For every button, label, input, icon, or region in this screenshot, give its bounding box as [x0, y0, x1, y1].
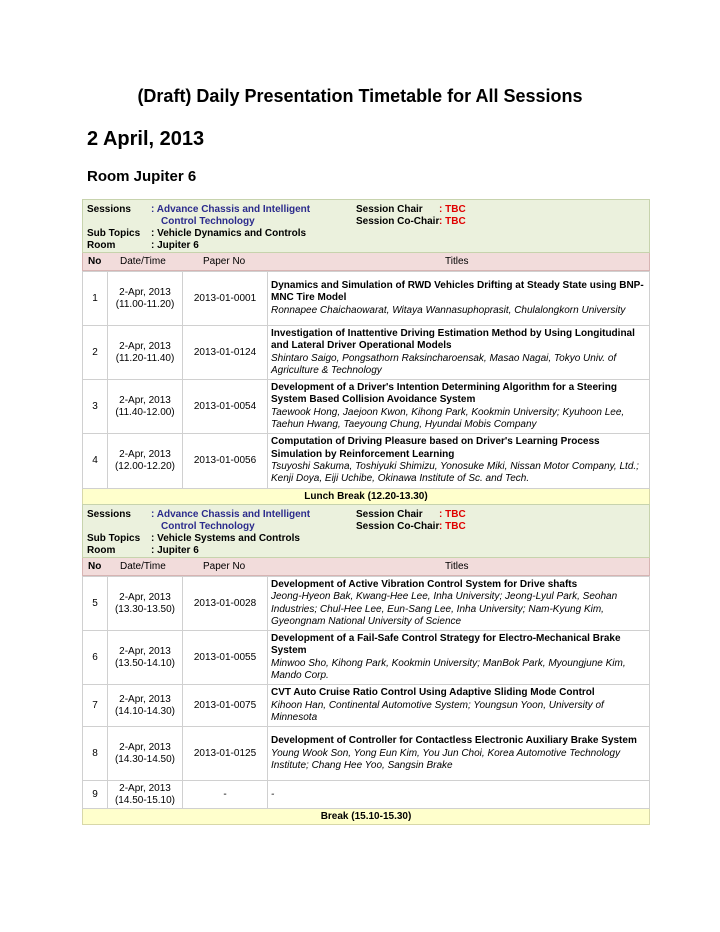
paper-authors: Minwoo Sho, Kihong Park, Kookmin University; ManBok Park, Myoungjune Kim, Mando Corp. — [271, 657, 626, 682]
sessions-label: Sessions — [87, 509, 131, 520]
row-title-cell — [268, 272, 650, 326]
col-no: No — [88, 256, 102, 267]
row-paper: 2013-01-0028 — [183, 577, 268, 631]
row-title-cell — [268, 781, 650, 809]
session-block — [82, 504, 650, 825]
room-value: : Jupiter 6 — [151, 545, 199, 556]
col-date: Date/Time — [120, 256, 166, 267]
row-date: 2-Apr, 2013 — [119, 448, 171, 460]
subtopics-label: Sub Topics — [87, 533, 141, 544]
room-label: Room — [87, 545, 116, 556]
table-header — [82, 253, 650, 271]
row-paper: 2013-01-0125 — [183, 727, 268, 781]
row-datetime — [108, 434, 183, 488]
row-datetime — [108, 326, 183, 380]
chair-label: Session Chair — [356, 509, 423, 520]
row-date: 2-Apr, 2013 — [119, 591, 171, 603]
col-no: No — [88, 561, 102, 572]
sessions-value-cont: Control Technology — [161, 521, 255, 532]
col-date: Date/Time — [120, 561, 166, 572]
row-datetime — [108, 685, 183, 727]
row-no: 6 — [83, 631, 108, 685]
col-titles: Titles — [445, 561, 469, 572]
paper-title: Development of Controller for Contactless Electronic Auxiliary Brake System — [271, 735, 637, 747]
row-date: 2-Apr, 2013 — [119, 645, 171, 657]
table-row — [83, 380, 650, 434]
break-band: Break (15.10-15.30) — [82, 809, 650, 825]
row-datetime — [108, 727, 183, 781]
row-time: (13.30-13.50) — [114, 603, 176, 615]
table-row — [83, 631, 650, 685]
page-title: (Draft) Daily Presentation Timetable for All Sessions — [137, 86, 583, 106]
row-title-cell — [268, 380, 650, 434]
row-paper: 2013-01-0056 — [183, 434, 268, 488]
paper-authors: Young Wook Son, Yong Eun Kim, You Jun Choi, Korea Automotive Technology Institute; Chang Hee Yoo, Sangsin Brake — [271, 747, 621, 772]
row-time: (14.30-14.50) — [114, 753, 176, 765]
table-header — [82, 558, 650, 576]
subtopics-value: : Vehicle Systems and Controls — [151, 533, 300, 544]
row-paper: 2013-01-0075 — [183, 685, 268, 727]
table-row — [83, 577, 650, 631]
chair-value: : TBC — [439, 509, 466, 520]
table-row — [83, 434, 650, 488]
row-title-cell — [268, 326, 650, 380]
paper-authors: Tsuyoshi Sakuma, Toshiyuki Shimizu, Yonosuke Miki, Nissan Motor Company, Ltd.; Kenji Doya, Eiji Uchibe, Okinawa Institute of Sc. and Tech. — [271, 460, 639, 485]
paper-title: Development of a Fail-Safe Control Strategy for Electro-Mechanical Brake System — [271, 633, 621, 657]
row-time: (13.50-14.10) — [114, 657, 176, 669]
row-paper: - — [183, 781, 268, 809]
chair-value: : TBC — [439, 204, 466, 215]
col-paper: Paper No — [203, 561, 246, 572]
paper-authors: Shintaro Saigo, Pongsathorn Raksincharoensak, Masao Nagai, Tokyo Univ. of Agriculture & Technology — [271, 352, 617, 376]
cochair-label: Session Co-Chair — [356, 216, 440, 227]
room-heading: Room Jupiter 6 — [87, 168, 197, 185]
row-time: (11.40-12.00) — [115, 406, 175, 418]
paper-title: Dynamics and Simulation of RWD Vehicles Drifting at Steady State using BNP-MNC Tire Model — [271, 280, 644, 304]
paper-authors: - — [271, 788, 275, 800]
row-paper: 2013-01-0054 — [183, 380, 268, 434]
subtopics-value: : Vehicle Dynamics and Controls — [151, 228, 307, 239]
sessions-value-cont: Control Technology — [161, 216, 255, 227]
col-paper: Paper No — [203, 256, 246, 267]
row-date: 2-Apr, 2013 — [119, 693, 171, 705]
row-paper: 2013-01-0055 — [183, 631, 268, 685]
table-row — [83, 727, 650, 781]
row-title-cell — [268, 685, 650, 727]
cochair-label: Session Co-Chair — [356, 521, 440, 532]
paper-authors: Jeong-Hyeon Bak, Kwang-Hee Lee, Inha University; Jeong-Lyul Park, Seohan Industries; Chul-Hee Lee, Eun-Sang Lee, Inha University; Nam-Kyung Kim, Gyeongnam National University of Science — [271, 591, 618, 627]
table-row — [83, 685, 650, 727]
session-info — [82, 199, 650, 253]
row-no: 4 — [83, 434, 108, 488]
row-datetime — [108, 781, 183, 809]
row-time: (11.00-11.20) — [115, 298, 175, 310]
schedule-table — [82, 271, 650, 489]
paper-authors: Taewook Hong, Jaejoon Kwon, Kihong Park, Kookmin University; Kyuhoon Lee, Taehun Hwang, Taeyoung Chung, Hyundai Mobis Company — [271, 406, 625, 431]
paper-authors: Ronnapee Chaichaowarat, Witaya Wannasuphoprasit, Chulalongkorn University — [271, 304, 626, 316]
row-paper: 2013-01-0001 — [183, 272, 268, 326]
row-time: (11.20-11.40) — [115, 352, 175, 364]
row-no: 3 — [83, 380, 108, 434]
row-time: (12.00-12.20) — [114, 460, 176, 472]
row-datetime — [108, 631, 183, 685]
row-no: 1 — [83, 272, 108, 326]
col-titles: Titles — [445, 256, 469, 267]
row-date: 2-Apr, 2013 — [119, 782, 171, 794]
row-paper: 2013-01-0124 — [183, 326, 268, 380]
paper-title: Development of Active Vibration Control System for Drive shafts — [271, 579, 578, 590]
session-block — [82, 199, 650, 505]
row-date: 2-Apr, 2013 — [119, 340, 171, 352]
cochair-value: : TBC — [439, 521, 466, 532]
row-title-cell — [268, 631, 650, 685]
row-no: 5 — [83, 577, 108, 631]
row-datetime — [108, 380, 183, 434]
row-no: 2 — [83, 326, 108, 380]
table-row — [83, 326, 650, 380]
row-time: (14.10-14.30) — [114, 705, 176, 717]
row-date: 2-Apr, 2013 — [119, 741, 171, 753]
row-date: 2-Apr, 2013 — [119, 394, 171, 406]
row-title-cell — [268, 434, 650, 488]
table-row — [83, 272, 650, 326]
sessions-value: : Advance Chassis and Intelligent — [151, 509, 311, 520]
paper-title: Computation of Driving Pleasure based on Driver's Learning Process Simulation by Reinforcement Learning — [271, 436, 600, 460]
row-date: 2-Apr, 2013 — [119, 286, 171, 298]
row-no: 7 — [83, 685, 108, 727]
table-row — [83, 781, 650, 809]
row-no: 9 — [83, 781, 108, 809]
row-title-cell — [268, 577, 650, 631]
subtopics-label: Sub Topics — [87, 228, 141, 239]
row-datetime — [108, 577, 183, 631]
sessions-value: : Advance Chassis and Intelligent — [151, 204, 311, 215]
paper-title: CVT Auto Cruise Ratio Control Using Adaptive Sliding Mode Control — [271, 687, 595, 699]
paper-authors: Kihoon Han, Continental Automotive System; Youngsun Yoon, University of Minnesota — [271, 699, 604, 724]
room-value: : Jupiter 6 — [151, 240, 199, 251]
room-label: Room — [87, 240, 116, 251]
schedule-table — [82, 576, 650, 809]
session-info — [82, 504, 650, 558]
cochair-value: : TBC — [439, 216, 466, 227]
lunch-break-band: Lunch Break (12.20-13.30) — [82, 489, 650, 505]
row-datetime — [108, 272, 183, 326]
row-time: (14.50-15.10) — [114, 794, 176, 806]
sessions-label: Sessions — [87, 204, 131, 215]
chair-label: Session Chair — [356, 204, 423, 215]
date-heading: 2 April, 2013 — [87, 128, 205, 150]
paper-title: Development of a Driver's Intention Determining Algorithm for a Steering System Based Collision Avoidance System — [271, 382, 617, 406]
paper-title: Investigation of Inattentive Driving Estimation Method by Using Longitudinal and Lateral Driver Operational Models — [271, 328, 635, 352]
row-no: 8 — [83, 727, 108, 781]
row-title-cell — [268, 727, 650, 781]
